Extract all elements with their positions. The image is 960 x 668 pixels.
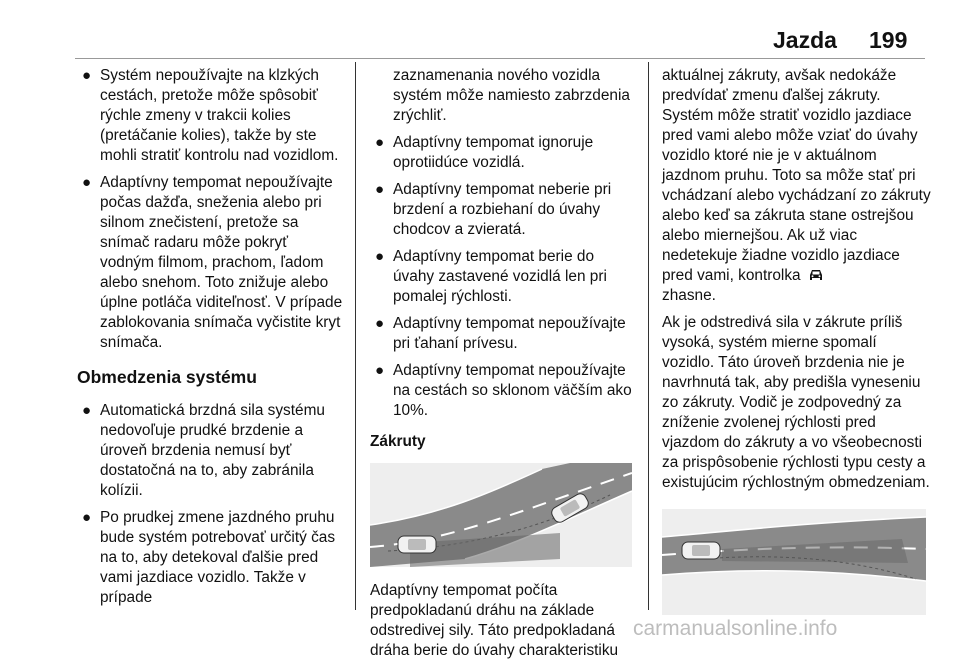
subsection-heading: Zákruty xyxy=(370,433,426,450)
paragraph: Ak je odstredivá sila v zákrute príliš vysoká, systém mierne spomalí vozidlo. Táto úroveň brzdenia nie je navrhnutá tak, aby predišla vyneseniu zo zákruty. Vodič je zodpovedný za zníženie zvolenej rýchlosti pred vjazdom do zákruty a vo všeobecnosti za prispôsobenie rýchlosti typu cesty a existujúcim rýchlostným obmedzeniam. xyxy=(662,314,930,491)
column-divider-1 xyxy=(355,62,356,610)
bullet-icon: ● xyxy=(82,509,92,526)
column-3 xyxy=(662,66,932,615)
paragraph-text: aktuálnej zákruty, avšak nedokáže predvídať zmenu ďalšej zákruty. Systém môže stratiť vozidlo jazdiace pred vami alebo môže vziať do úvahy vozidlo ktoré nie je v aktuálnom jazdnom pruhu. Toto sa môže stať pri vchádzaní alebo vychádzaní zo zákruty alebo keď sa zákruta stane ostrejšou alebo miernejšou. Ak už viac nedetekuje žiadne vozidlo jazdiace pred vami, kontrolka xyxy=(662,67,931,284)
list-item-text: Automatická brzdná sila systému nedovoľuje prudké brzdenie a úroveň brzdenia nemusí byť dostatočná na to, aby zabránila kolízii. xyxy=(100,402,325,499)
list-item-text: Adaptívny tempomat nepoužívajte pri ťahaní prívesu. xyxy=(393,315,626,352)
section-heading: Obmedzenia systému xyxy=(77,367,257,387)
list-item-text: Adaptívny tempomat berie do úvahy zastavené vozidlá len pri pomalej rýchlosti. xyxy=(393,248,607,305)
list-item-text: Adaptívny tempomat nepoužívajte na cestách so sklonom väčším ako 10%. xyxy=(393,362,632,419)
column-1 xyxy=(77,66,345,615)
list-item xyxy=(370,314,636,354)
list-item-text: Adaptívny tempomat ignoruje oprotiidúce vozidlá. xyxy=(393,134,594,171)
curve-illustration-1 xyxy=(370,463,632,567)
bullet-icon: ● xyxy=(82,67,92,84)
page-number: 199 xyxy=(869,27,908,53)
page-header xyxy=(0,0,960,60)
bullet-icon: ● xyxy=(375,362,385,379)
list-item-text: Adaptívny tempomat nepoužívajte počas dažďa, sneženia alebo pri silnom znečistení, pretože sa snímač radaru môže pokryť vodným filmom, prachom, ľadom alebo snehom. Toto znižuje alebo úplne potláča viditeľnosť. V prípade zablokovania snímača vyčistite kryt snímača. xyxy=(100,174,343,351)
bullet-icon: ● xyxy=(375,315,385,332)
list-item xyxy=(77,66,345,166)
list-item xyxy=(77,173,345,353)
list-item xyxy=(370,361,636,421)
list-item-text: Po prudkej zmene jazdného pruhu bude systém potrebovať určitý čas na to, aby detekoval ďalšie pred vami jazdiace vozidlo. Takže v prípade xyxy=(100,509,336,606)
list-item-text: Systém nepoužívajte na klzkých cestách, pretože môže spôsobiť rýchle zmeny v trakcii kolies (pretáčanie kolies), takže by ste mohli stratiť kontrolu nad vozidlom. xyxy=(100,67,339,164)
bullet-icon: ● xyxy=(375,134,385,151)
bullet-icon: ● xyxy=(82,402,92,419)
header-rule xyxy=(75,58,925,59)
list-item xyxy=(370,180,636,240)
bullet-icon: ● xyxy=(375,181,385,198)
curve-illustration-2 xyxy=(662,509,926,615)
list-item xyxy=(77,401,345,501)
list-item-text: zaznamenania nového vozidla systém môže namiesto zabrzdenia zrýchliť. xyxy=(393,67,630,124)
column-2 xyxy=(370,66,636,668)
list-item-text: Adaptívny tempomat neberie pri brzdení a rozbiehaní do úvahy chodcov a zvieratá. xyxy=(393,181,612,238)
bullet-icon: ● xyxy=(375,248,385,265)
paragraph-text-end: zhasne. xyxy=(662,287,716,304)
paragraph xyxy=(662,66,932,306)
column-divider-2 xyxy=(648,62,649,610)
paragraph: Adaptívny tempomat počíta predpokladanú dráhu na základe odstredivej sily. Táto predpokladaná dráha berie do úvahy charakteristiku xyxy=(370,582,619,659)
list-item xyxy=(77,508,345,608)
car-ahead-indicator-icon xyxy=(809,269,823,282)
section-title: Jazda xyxy=(773,27,837,53)
list-item xyxy=(370,247,636,307)
watermark: carmanualsonline.info xyxy=(633,617,838,640)
list-item-continuation xyxy=(370,66,636,126)
list-item xyxy=(370,133,636,173)
bullet-icon: ● xyxy=(82,174,92,191)
